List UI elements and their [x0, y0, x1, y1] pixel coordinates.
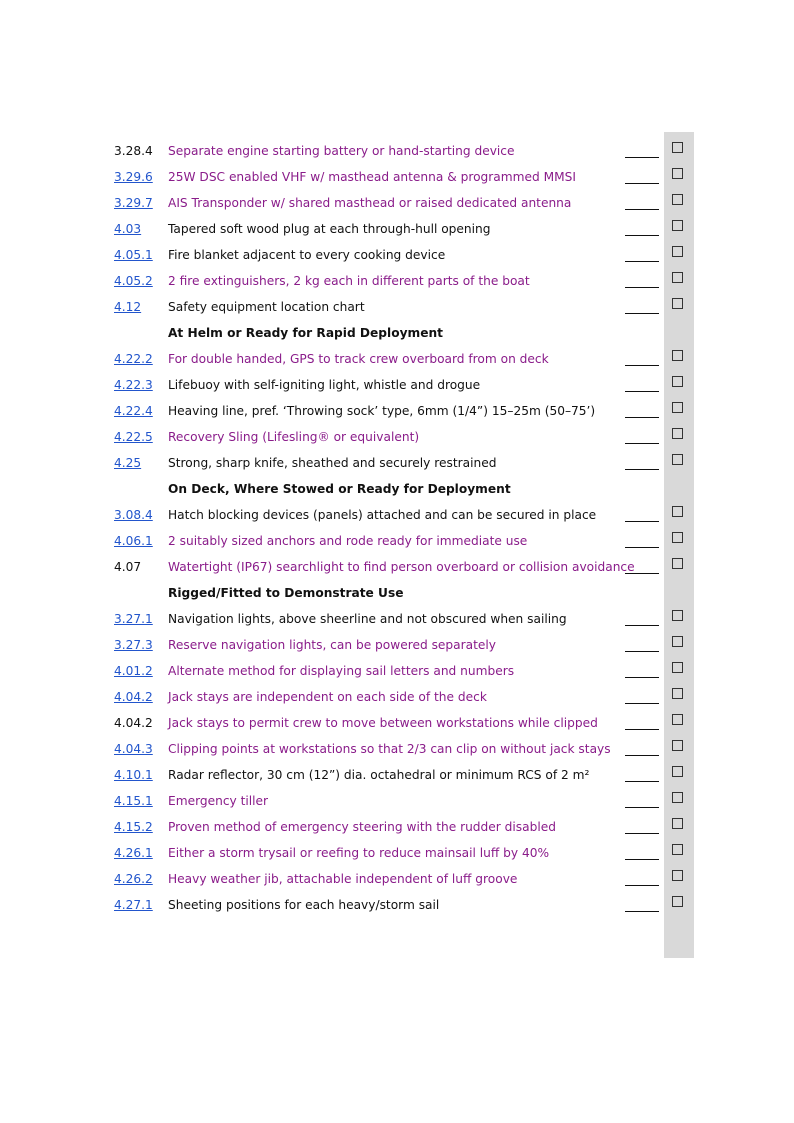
item-description: 25W DSC enabled VHF w/ masthead antenna & programmed MMSI	[168, 170, 576, 184]
checklist-row	[0, 892, 794, 918]
checklist-row	[0, 710, 794, 736]
initials-blank-line[interactable]	[625, 365, 659, 366]
rule-reference-link[interactable]: 4.10.1	[114, 768, 153, 782]
checklist-row	[0, 372, 794, 398]
checklist-row	[0, 138, 794, 164]
checklist-row	[0, 242, 794, 268]
item-description: Fire blanket adjacent to every cooking device	[168, 248, 446, 262]
rule-reference-link[interactable]: 4.26.1	[114, 846, 153, 860]
item-description: Alternate method for displaying sail letters and numbers	[168, 664, 515, 678]
rule-reference-link[interactable]: 4.03	[114, 222, 142, 236]
checkbox[interactable]	[672, 220, 683, 231]
rule-reference-link[interactable]: 4.27.1	[114, 898, 153, 912]
item-description: 2 fire extinguishers, 2 kg each in different parts of the boat	[168, 274, 530, 288]
checkbox[interactable]	[672, 662, 683, 673]
checkbox[interactable]	[672, 766, 683, 777]
checkbox[interactable]	[672, 818, 683, 829]
checkbox[interactable]	[672, 558, 683, 569]
rule-reference-link[interactable]: 4.22.5	[114, 430, 153, 444]
item-description: Heavy weather jib, attachable independent of luff groove	[168, 872, 518, 886]
item-description: Reserve navigation lights, can be powered separately	[168, 638, 496, 652]
checkbox[interactable]	[672, 194, 683, 205]
initials-blank-line[interactable]	[625, 729, 659, 730]
item-description: Tapered soft wood plug at each through-hull opening	[168, 222, 491, 236]
item-description: Jack stays to permit crew to move between workstations while clipped	[168, 716, 598, 730]
checkbox[interactable]	[672, 142, 683, 153]
checkbox[interactable]	[672, 272, 683, 283]
checklist-row	[0, 294, 794, 320]
rule-reference-link[interactable]: 4.22.2	[114, 352, 153, 366]
checklist-row	[0, 346, 794, 372]
item-description: Emergency tiller	[168, 794, 269, 808]
rule-reference-link[interactable]: 4.06.1	[114, 534, 153, 548]
checklist-row	[0, 840, 794, 866]
checklist-row	[0, 658, 794, 684]
initials-blank-line[interactable]	[625, 859, 659, 860]
rule-reference: 4.04.2	[114, 716, 153, 730]
checklist-row	[0, 684, 794, 710]
checkbox[interactable]	[672, 454, 683, 465]
initials-blank-line[interactable]	[625, 703, 659, 704]
item-description: Separate engine starting battery or hand-starting device	[168, 144, 515, 158]
rule-reference-link[interactable]: 3.27.1	[114, 612, 153, 626]
rule-reference: 4.07	[114, 560, 142, 574]
safety-checklist	[0, 138, 794, 918]
item-description: Strong, sharp knife, sheathed and securely restrained	[168, 456, 497, 470]
rule-reference-link[interactable]: 4.04.2	[114, 690, 153, 704]
initials-blank-line[interactable]	[625, 183, 659, 184]
checkbox[interactable]	[672, 688, 683, 699]
checklist-row	[0, 268, 794, 294]
checklist-row	[0, 736, 794, 762]
checklist-row	[0, 606, 794, 632]
rule-reference: 3.28.4	[114, 144, 153, 158]
checklist-row	[0, 528, 794, 554]
initials-blank-line[interactable]	[625, 417, 659, 418]
checklist-row	[0, 554, 794, 580]
initials-blank-line[interactable]	[625, 521, 659, 522]
checkbox[interactable]	[672, 402, 683, 413]
initials-blank-line[interactable]	[625, 651, 659, 652]
item-description: Clipping points at workstations so that 2/3 can clip on without jack stays	[168, 742, 611, 756]
rule-reference-link[interactable]: 4.15.2	[114, 820, 153, 834]
checklist-row	[0, 632, 794, 658]
item-description: Safety equipment location chart	[168, 300, 365, 314]
checklist-row	[0, 502, 794, 528]
initials-blank-line[interactable]	[625, 625, 659, 626]
checkbox[interactable]	[672, 896, 683, 907]
rule-reference-link[interactable]: 4.22.4	[114, 404, 153, 418]
initials-blank-line[interactable]	[625, 573, 659, 574]
checkbox[interactable]	[672, 740, 683, 751]
initials-blank-line[interactable]	[625, 755, 659, 756]
initials-blank-line[interactable]	[625, 235, 659, 236]
initials-blank-line[interactable]	[625, 469, 659, 470]
initials-blank-line[interactable]	[625, 157, 659, 158]
checklist-row	[0, 866, 794, 892]
checkbox[interactable]	[672, 350, 683, 361]
initials-blank-line[interactable]	[625, 313, 659, 314]
initials-blank-line[interactable]	[625, 209, 659, 210]
rule-reference-link[interactable]: 4.05.2	[114, 274, 153, 288]
rule-reference-link[interactable]: 3.29.7	[114, 196, 153, 210]
checkbox[interactable]	[672, 714, 683, 725]
checklist-row	[0, 164, 794, 190]
initials-blank-line[interactable]	[625, 833, 659, 834]
checkbox[interactable]	[672, 636, 683, 647]
rule-reference-link[interactable]: 4.04.3	[114, 742, 153, 756]
checkbox[interactable]	[672, 532, 683, 543]
checkbox[interactable]	[672, 376, 683, 387]
item-description: 2 suitably sized anchors and rode ready for immediate use	[168, 534, 528, 548]
section-heading-row	[0, 476, 794, 502]
initials-blank-line[interactable]	[625, 261, 659, 262]
initials-blank-line[interactable]	[625, 287, 659, 288]
initials-blank-line[interactable]	[625, 807, 659, 808]
rule-reference-link[interactable]: 4.25	[114, 456, 142, 470]
rule-reference-link[interactable]: 3.08.4	[114, 508, 153, 522]
item-description: Jack stays are independent on each side of the deck	[168, 690, 487, 704]
initials-blank-line[interactable]	[625, 885, 659, 886]
rule-reference-link[interactable]: 3.29.6	[114, 170, 153, 184]
rule-reference-link[interactable]: 4.01.2	[114, 664, 153, 678]
item-description: Lifebuoy with self-igniting light, whistle and drogue	[168, 378, 481, 392]
initials-blank-line[interactable]	[625, 911, 659, 912]
initials-blank-line[interactable]	[625, 547, 659, 548]
item-description: Radar reflector, 30 cm (12”) dia. octahedral or minimum RCS of 2 m²	[168, 768, 590, 782]
rule-reference-link[interactable]: 3.27.3	[114, 638, 153, 652]
rule-reference-link[interactable]: 4.22.3	[114, 378, 153, 392]
checklist-row	[0, 788, 794, 814]
checkbox[interactable]	[672, 168, 683, 179]
item-description: Either a storm trysail or reefing to reduce mainsail luff by 40%	[168, 846, 550, 860]
checklist-row	[0, 190, 794, 216]
rule-reference-link[interactable]: 4.12	[114, 300, 142, 314]
item-description: Recovery Sling (Lifesling® or equivalent)	[168, 430, 420, 444]
initials-blank-line[interactable]	[625, 781, 659, 782]
checklist-row	[0, 216, 794, 242]
checkbox[interactable]	[672, 610, 683, 621]
item-description: Watertight (IP67) searchlight to find person overboard or collision avoidance	[168, 560, 635, 574]
initials-blank-line[interactable]	[625, 391, 659, 392]
item-description: Navigation lights, above sheerline and not obscured when sailing	[168, 612, 567, 626]
item-description: For double handed, GPS to track crew overboard from on deck	[168, 352, 549, 366]
checklist-row	[0, 398, 794, 424]
section-heading: At Helm or Ready for Rapid Deployment	[168, 326, 443, 340]
rule-reference-link[interactable]: 4.05.1	[114, 248, 153, 262]
item-description: Sheeting positions for each heavy/storm sail	[168, 898, 440, 912]
checklist-row	[0, 424, 794, 450]
checkbox[interactable]	[672, 506, 683, 517]
section-heading-row	[0, 580, 794, 606]
section-heading-row	[0, 320, 794, 346]
checklist-row	[0, 814, 794, 840]
rule-reference-link[interactable]: 4.26.2	[114, 872, 153, 886]
checkbox[interactable]	[672, 792, 683, 803]
initials-blank-line[interactable]	[625, 443, 659, 444]
checklist-row	[0, 450, 794, 476]
item-description: Hatch blocking devices (panels) attached and can be secured in place	[168, 508, 597, 522]
section-heading: On Deck, Where Stowed or Ready for Deployment	[168, 482, 511, 496]
checklist-row	[0, 762, 794, 788]
checkbox[interactable]	[672, 298, 683, 309]
item-description: Heaving line, pref. ‘Throwing sock’ type, 6mm (1/4”) 15–25m (50–75’)	[168, 404, 596, 418]
section-heading: Rigged/Fitted to Demonstrate Use	[168, 586, 404, 600]
checkbox[interactable]	[672, 844, 683, 855]
checkbox[interactable]	[672, 246, 683, 257]
checkbox[interactable]	[672, 870, 683, 881]
checkbox[interactable]	[672, 428, 683, 439]
initials-blank-line[interactable]	[625, 677, 659, 678]
item-description: AIS Transponder w/ shared masthead or raised dedicated antenna	[168, 196, 572, 210]
rule-reference-link[interactable]: 4.15.1	[114, 794, 153, 808]
item-description: Proven method of emergency steering with the rudder disabled	[168, 820, 556, 834]
